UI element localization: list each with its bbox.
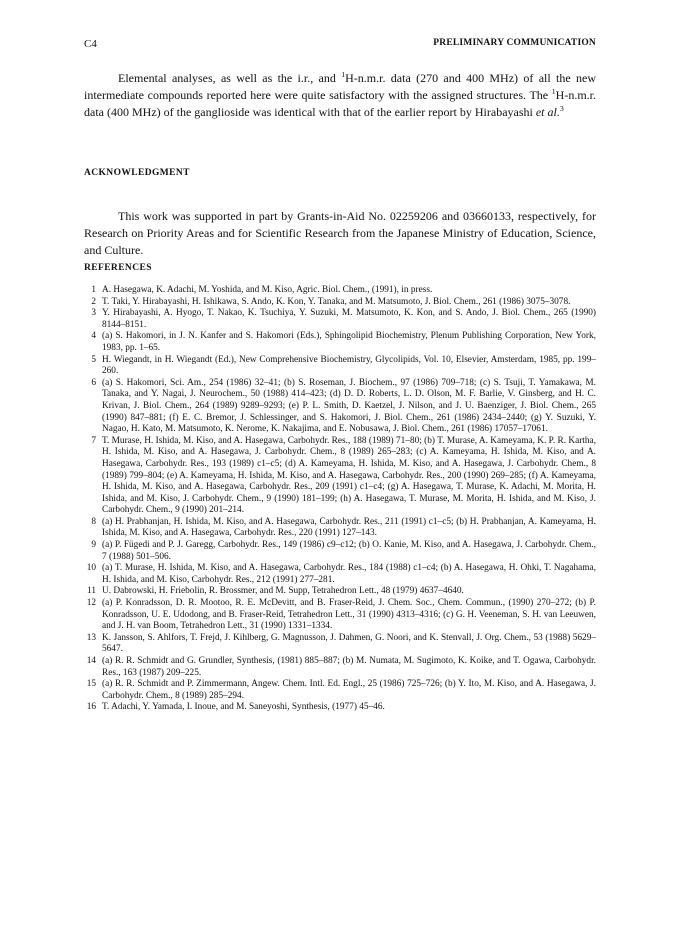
reference-text: T. Adachi, Y. Yamada, I. Inoue, and M. Saneyoshi, Synthesis, (1977) 45–46. <box>102 702 385 713</box>
reference-number: 1 <box>91 285 96 295</box>
reference-text: (a) P. Fügedi and P. J. Garegg, Carbohydr. Res., 149 (1986) c9–c12; (b) O. Kanie, M. Kiso, and A. Hasegawa, J. Carbohydr. Chem., 7 (1988) 501–506. <box>102 540 596 562</box>
reference-item <box>84 563 596 586</box>
reference-number: 3 <box>91 308 96 319</box>
reference-number: 5 <box>91 354 96 365</box>
reference-item <box>84 656 596 679</box>
reference-number: 8 <box>91 516 96 527</box>
reference-text: Y. Hirabayashi, A. Hyogo, T. Nakao, K. Tsuchiya, Y. Suzuki, M. Matsumoto, K. Kon, and S. Ando, J. Biol. Chem., 265 (1990) 8144–8151. <box>102 308 596 330</box>
reference-number: 13 <box>86 632 96 643</box>
reference-item <box>84 598 596 633</box>
reference-text: (a) R. R. Schmidt and P. Zimmermann, Angew. Chem. Intl. Ed. Engl., 25 (1986) 725–726; (b) Y. Ito, M. Kiso, and A. Hasegawa, J. Carbohydr. Chem., 8 (1989) 285–294. <box>102 679 596 701</box>
reference-text: (a) S. Hakomori, in J. N. Kanfer and S. Hakomori (Eds.), Sphingolipid Biochemistry, Plenum Publishing Corporation, New York, 1983, pp. 1–65. <box>102 331 596 353</box>
reference-number: 10 <box>86 563 96 574</box>
reference-item <box>84 331 596 354</box>
reference-number: 12 <box>86 598 96 609</box>
reference-text: A. Hasegawa, K. Adachi, M. Yoshida, and M. Kiso, Agric. Biol. Chem., (1991), in press. <box>102 285 433 295</box>
acknowledgment-paragraph: This work was supported in part by Grants-in-Aid No. 02259206 and 03660133, respectively, for Research on Priority Areas and for Scientific Research from the Japanese Ministry of Education, Science, and Culture. <box>84 209 596 257</box>
reference-number: 7 <box>91 435 96 446</box>
reference-number: 11 <box>87 586 96 597</box>
reference-text: T. Murase, H. Ishida, M. Kiso, and A. Hasegawa, Carbohydr. Res., 188 (1989) 71–80; (b) T. Murase, A. Kameyama, K. P. R. Kartha, H. Ishida, M. Kiso, and A. Hasegawa, J. Carbohydr. Chem., 8 (1989) 265–283; (c) A. Kameyama, H. Ishida, M. Kiso, and A. Hasegawa, Carbohydr. Res., 193 (1989) c1–c5; (d) A. Kameyama, H. Ishida, M. Kiso, and A. Hasegawa, J. Carbohydr. Chem., 8 (1989) 799–804; (e) A. Kameyama, H. Ishida, M. Kiso, and A. Hasegawa, Carbohydr. Res., 200 (1990) 269–285; (f) A. Kameyama, H. Ishida, M. Kiso, and A. Hasegawa, Carbohydr. Res., 209 (1991) c1–c4; (g) A. Hasegawa, T. Murase, K. Adachi, M. Morita, H. Ishida, and M. Kiso, J. Carbohydr. Chem., 9 (1990) 181–199; (h) A. Hasegawa, T. Murase, M. Morita, H. Ishida, and M. Kiso, J. Carbohydr. Chem., 9 (1990) 201–214. <box>102 435 596 516</box>
page-header <box>84 38 596 54</box>
reference-item <box>84 378 596 436</box>
reference-number: 2 <box>91 296 96 307</box>
running-title: PRELIMINARY COMMUNICATION <box>433 38 596 48</box>
reference-text: U. Dabrowski, H. Friebolin, R. Brossmer, and M. Supp, Tetrahedron Lett., 48 (1979) 4637–4640. <box>102 586 464 597</box>
reference-text: (a) H. Prabhanjan, H. Ishida, M. Kiso, and A. Hasegawa, Carbohydr. Res., 211 (1991) c1–c5; (b) H. Prabhanjan, A. Kameyama, H. Ishida, M. Kiso, and A. Hasegawa, Carbohydr. Res., 220 (1991) 127–143. <box>102 516 596 539</box>
reference-item <box>84 308 596 331</box>
reference-item <box>84 297 596 309</box>
reference-item <box>84 633 596 656</box>
reference-item <box>84 679 596 702</box>
references-heading: REFERENCES <box>84 263 152 273</box>
reference-item <box>84 586 596 598</box>
reference-text: (a) R. R. Schmidt and G. Grundler, Synthesis, (1981) 885–887; (b) M. Numata, M. Sugimoto, K. Koike, and T. Ogawa, Carbohydr. Res., 163 (1987) 209–225. <box>102 656 596 678</box>
page-number: C4 <box>84 38 97 50</box>
acknowledgment-heading: ACKNOWLEDGMENT <box>84 168 190 178</box>
reference-number: 6 <box>91 377 96 388</box>
reference-text: (a) T. Murase, H. Ishida, M. Kiso, and A. Hasegawa, Carbohydr. Res., 184 (1988) c1–c4; (b) A. Hasegawa, H. Ohki, T. Nagahama, H. Ishida, and M. Kiso, Carbohydr. Res., 212 (1991) 277–281. <box>102 563 596 585</box>
reference-item <box>84 540 596 563</box>
reference-number: 15 <box>86 679 96 690</box>
reference-item <box>84 285 596 297</box>
reference-text: (a) S. Hakomori, Sci. Am., 254 (1986) 32–41; (b) S. Roseman, J. Biochem., 97 (1986) 709–718; (c) S. Tsuji, T. Yamakawa, M. Tanaka, and Y. Nagai, J. Neurochem., 50 (1988) 414–423; (d) D. D. Roberts, L. D. Olson, M. F. Barlie, V. Ginsberg, and H. C. Krivan, J. Biol. Chem., 264 (1989) 9289–9293; (e) P. L. Smith, D. Kaetzel, J. Nilson, and J. U. Baenziger, J. Biol. Chem., 265 (1990) 847–881; (f) E. C. Bremor, J. Schlessinger, and S. Hakomori, J. Biol. Chem., 261 (1986) 2434–2440; (g) Y. Suzuki, Y. Nagao, H. Kato, M. Matsumoto, K. Nerome, K. Nakajima, and E. Nobusawa, J. Biol. Chem., 261 (1986) 17057–17061. <box>102 377 596 435</box>
reference-number: 14 <box>86 656 96 666</box>
results-paragraph: Elemental analyses, as well as the i.r., and $^1$H-n.m.r. data (270 and 400 MHz) of all the new intermediate compounds reported here were quite satisfactory with the assigned structures. The $^1$H-n.m.r. data (400 MHz) of the ganglioside was identical with that of the earlier report by Hirabayashi et al.$^3$ <box>84 70 596 119</box>
reference-item <box>84 517 596 540</box>
reference-number: 9 <box>91 540 96 551</box>
reference-text: K. Jansson, S. Ahlfors, T. Frejd, J. Kihlberg, G. Magnusson, J. Dahmen, G. Noori, and K. Stenvall, J. Org. Chem., 53 (1988) 5629–5647. <box>102 632 596 655</box>
reference-number: 4 <box>91 331 96 342</box>
reference-item <box>84 355 596 378</box>
reference-number: 16 <box>86 702 96 713</box>
reference-list <box>84 285 596 714</box>
reference-item <box>84 436 596 517</box>
reference-text: H. Wiegandt, in H. Wiegandt (Ed.), New Comprehensive Biochemistry, Glycolipids, Vol. 10, Elsevier, Amsterdam, 1985, pp. 199–260. <box>102 354 596 377</box>
reference-text: (a) P. Konradsson, D. R. Mootoo, R. E. McDevitt, and B. Fraser-Reid, J. Chem. Soc., Chem. Commun., (1990) 270–272; (b) P. Konradsson, U. E. Udodong, and B. Fraser-Reid, Tetrahedron Lett., 31 (1990) 4313–4316; (c) G. H. Veeneman, S. H. van Leeuwen, and J. H. van Boom, Tetrahedron Lett., 31 (1990) 1331–1334. <box>102 598 596 632</box>
reference-item <box>84 702 596 714</box>
reference-text: T. Taki, Y. Hirabayashi, H. Ishikawa, S. Ando, K. Kon, Y. Tanaka, and M. Matsumoto, J. Biol. Chem., 261 (1986) 3075–3078. <box>102 296 571 307</box>
